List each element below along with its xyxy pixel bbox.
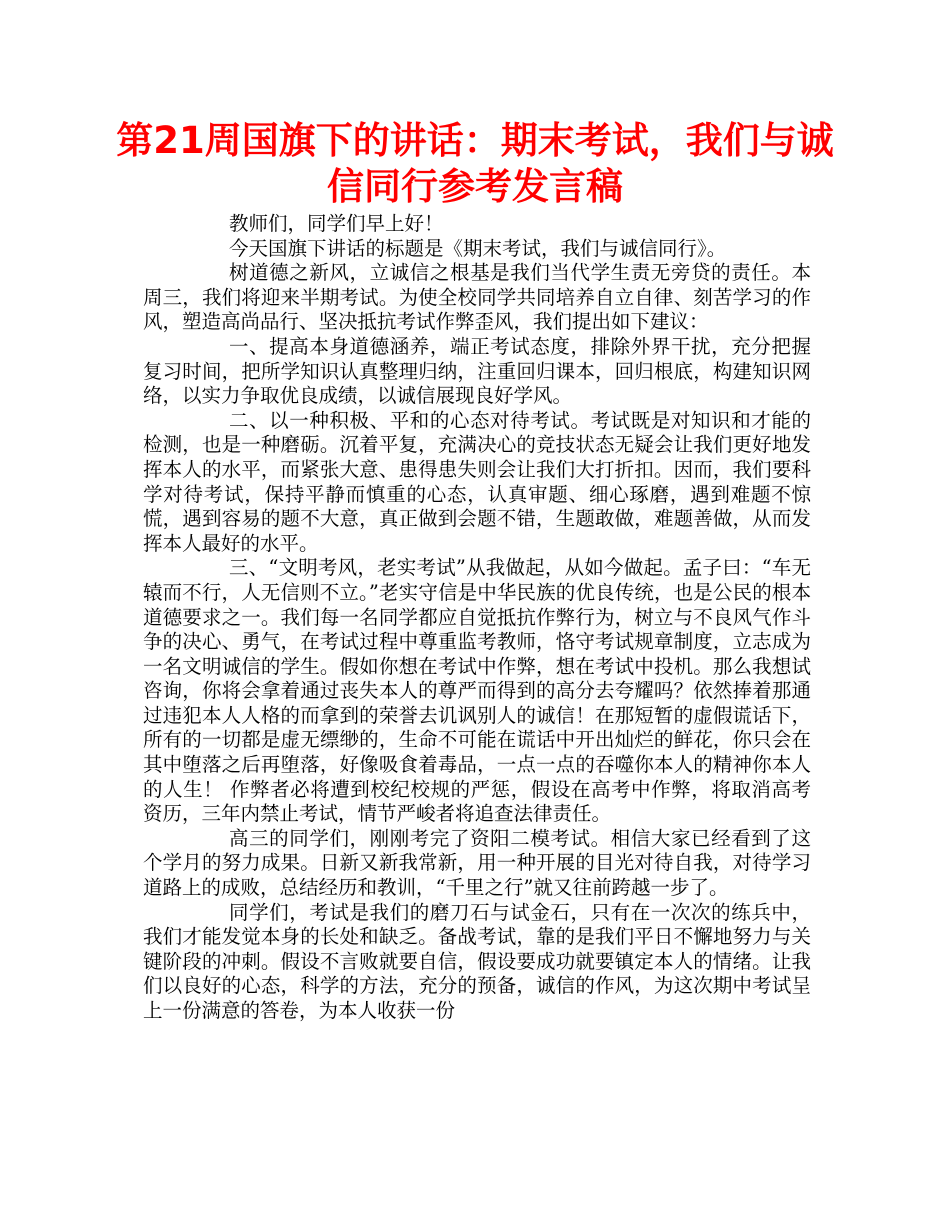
paragraph-senior-students: 高三的同学们，刚刚考完了资阳二模考试。相信大家已经看到了这个学月的努力成果。日新又新我常新，用一种开展的目光对待自我，对待学习道路上的成败，总结经历和教训，“千里之行”就又往前跨越一步了。 bbox=[143, 826, 811, 900]
paragraph-closing: 同学们，考试是我们的磨刀石与试金石，只有在一次次的练兵中，我们才能发觉本身的长处和缺乏。备战考试，靠的是我们平日不懈地努力与关键阶段的冲刺。假设不言败就要自信，假设要成功就要镇定本人的情绪。让我们以良好的心态，科学的方法，充分的预备，诚信的作风，为这次期中考试呈上一份满意的答卷，为本人收获一份 bbox=[143, 900, 811, 1022]
paragraph-suggestion-3: 三、“文明考风，老实考试”从我做起，从如今做起。孟子曰：“车无辕而不行，人无信则不立。”老实守信是中华民族的优良传统，也是公民的根本道德要求之一。我们每一名同学都应自觉抵抗作弊行为，树立与不良风气作斗争的决心、勇气，在考试过程中尊重监考教师，恪守考试规章制度，立志成为一名文明诚信的学生。假如你想在考试中作弊，想在考试中投机。那么我想试咨询，你将会拿着通过丧失本人的尊严而得到的高分去夸耀吗？依然捧着那通过违犯本人人格的而拿到的荣誉去讥讽别人的诚信！在那短暂的虚假谎话下，所有的一切都是虚无缥缈的，生命不可能在谎话中开出灿烂的鲜花，你只会在其中堕落之后再堕落，好像吸食着毒品，一点一点的吞噬你本人的精神你本人的人生！ 作弊者必将遭到校纪校规的严惩，假设在高考中作弊，将取消高考资历，三年内禁止考试，情节严峻者将追查法律责任。 bbox=[143, 556, 811, 826]
paragraph-greeting: 教师们，同学们早上好！ bbox=[229, 212, 444, 235]
paragraph-topic: 今天国旗下讲话的标题是《期末考试，我们与诚信同行》。 bbox=[229, 236, 727, 260]
document-body bbox=[143, 212, 811, 1024]
paragraph-intro: 树道德之新风，立诚信之根基是我们当代学生责无旁贷的责任。本周三，我们将迎来半期考试。为使全校同学共同培养自立自律、刻苦学习的作风，塑造高尚品行、坚决抵抗考试作弊歪风，我们提出如下建议： bbox=[143, 261, 811, 334]
paragraph-suggestion-1: 一、提高本身道德涵养，端正考试态度，排除外界干扰，充分把握复习时间，把所学知识认真整理归纳，注重回归课本，回归根底，构建知识网络，以实力争取优良成绩，以诚信展现良好学风。 bbox=[143, 334, 811, 408]
paragraph-suggestion-2: 二、以一种积极、平和的心态对待考试。考试既是对知识和才能的检测，也是一种磨砺。沉着平复，充满决心的竞技状态无疑会让我们更好地发挥本人的水平，而紧张大意、患得患失则会让我们大打折扣。因而，我们要科学对待考试，保持平静而慎重的心态，认真审题、细心琢磨，遇到难题不惊慌，遇到容易的题不大意，真正做到会题不错，生题敢做，难题善做，从而发挥本人最好的水平。 bbox=[143, 408, 811, 555]
document-title: 第21周国旗下的讲话：期末考试，我们与诚信同行参考发言稿 bbox=[116, 119, 834, 208]
